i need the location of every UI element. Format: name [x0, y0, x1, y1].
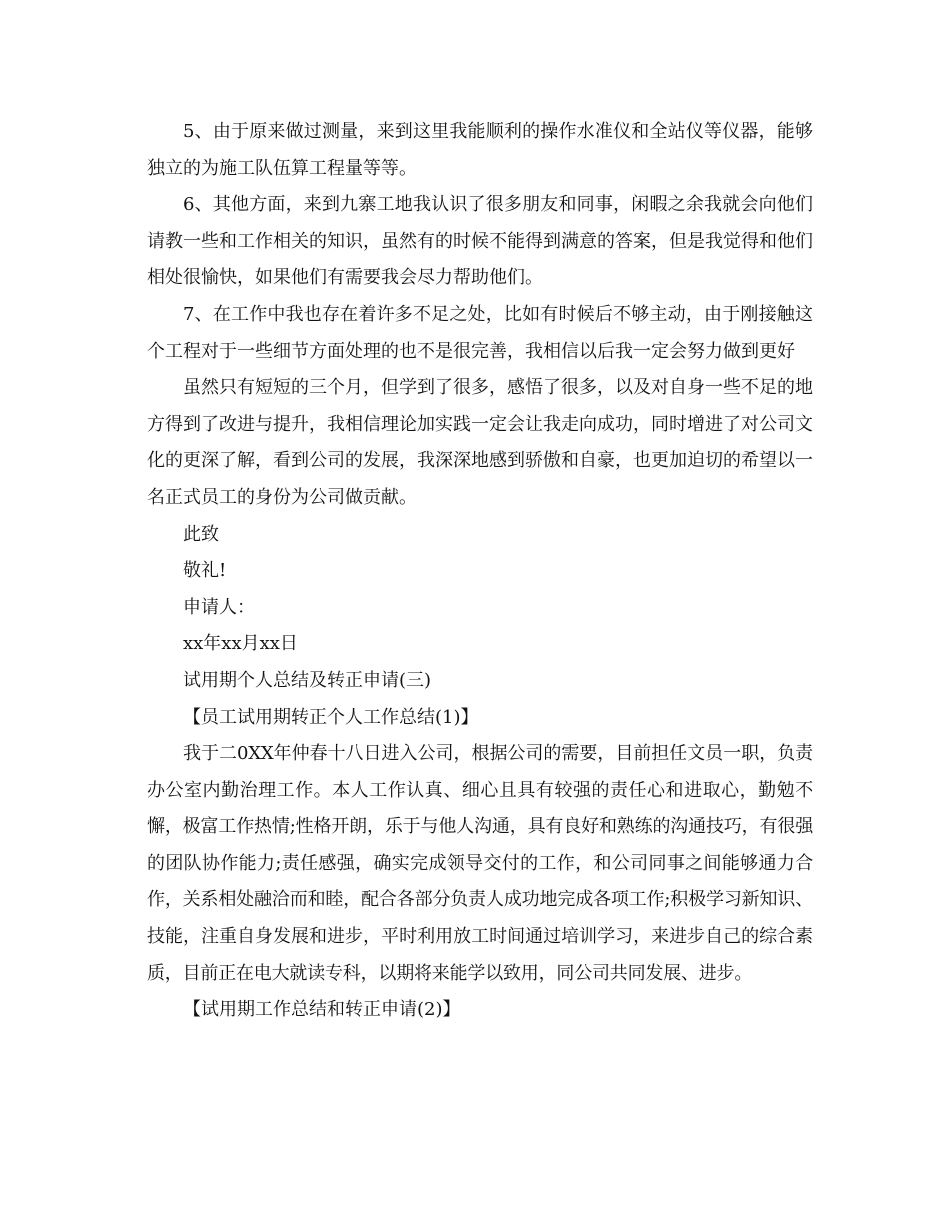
paragraph-item-5: 5、由于原来做过测量，来到这里我能顺利的操作水准仪和全站仪等仪器，能够独立的为施工队伍算工程量等等。 — [147, 121, 813, 179]
document-body — [147, 114, 813, 1029]
heading-1: 【员工试用期转正个人工作总结(1)】 — [183, 706, 479, 728]
paragraph-item-6: 6、其他方面，来到九寨工地我认识了很多朋友和同事，闲暇之余我就会向他们请教一些和工作相关的知识，虽然有的时候不能得到满意的答案，但是我觉得和他们相处很愉快，如果他们有需要我会尽力帮助他们。 — [147, 194, 813, 289]
paragraph-summary: 虽然只有短短的三个月，但学到了很多，感悟了很多，以及对自身一些不足的地方得到了改进与提升，我相信理论加实践一定会让我走向成功，同时增进了对公司文化的更深了解，看到公司的发展，我深深地感到骄傲和自豪，也更加迫切的希望以一名正式员工的身份为公司做贡献。 — [147, 377, 813, 508]
applicant-label: 申请人： — [183, 596, 255, 618]
date-line: xx年xx月xx日 — [183, 633, 298, 655]
paragraph-item-7: 7、在工作中我也存在着许多不足之处，比如有时候后不够主动，由于刚接触这个工程对于一些细节方面处理的也不是很完善，我相信以后我一定会努力做到更好 — [147, 303, 813, 362]
heading-2: 【试用期工作总结和转正申请(2)】 — [183, 999, 461, 1021]
section-title: 试用期个人总结及转正申请(三) — [183, 669, 432, 691]
paragraph-body-1: 我于二0XX年仲春十八日进入公司，根据公司的需要，目前担任文员一职，负责办公室内勤治理工作。本人工作认真、细心且具有较强的责任心和进取心，勤勉不懈，极富工作热情;性格开朗，乐于与他人沟通，具有良好和熟练的沟通技巧，有很强的团队协作能力;责任感强，确实完成领导交付的工作，和公司同事之间能够通力合作，关系相处融洽而和睦，配合各部分负责人成功地完成各项工作;积极学习新知识、技能，注重自身发展和进步，平时利用放工时间通过培训学习，来进步自己的综合素质，目前正在电大就读专科，以期将来能学以致用，同公司共同发展、进步。 — [147, 743, 813, 984]
closing-regards: 敬礼! — [183, 560, 227, 582]
closing-salutation: 此致 — [183, 523, 219, 545]
